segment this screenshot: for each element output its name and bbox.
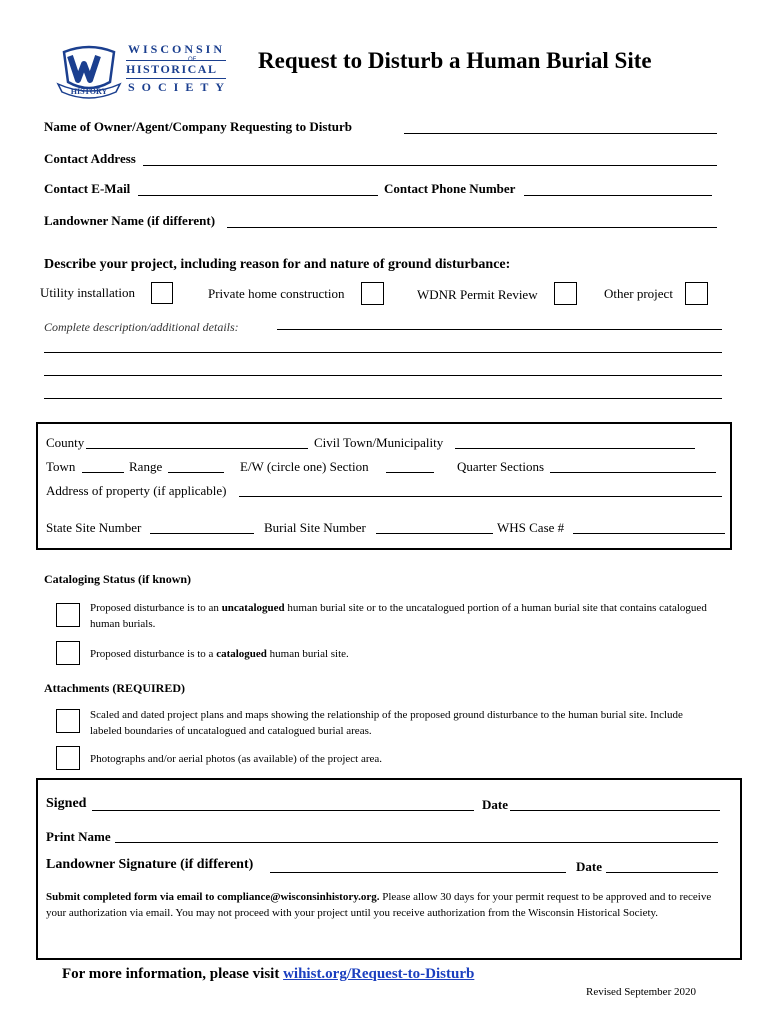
property-address-field[interactable] [239,496,722,497]
landowner-signature-field[interactable] [270,872,566,873]
signed-label: Signed [46,796,87,811]
uncatalogued-checkbox[interactable] [56,603,80,627]
uncatalogued-text-post: human burial site or to the uncatalogued portion of a human burial site that contains catalogued human burials. [90,602,707,630]
option-wdnr-label: WDNR Permit Review [417,287,538,302]
landowner-signature-label: Landowner Signature (if different) [46,857,254,872]
footer-info [62,966,474,983]
owner-label: Name of Owner/Agent/Company Requesting to Disturb [44,119,353,134]
burial-site-field[interactable] [376,533,493,534]
option-wdnr-checkbox[interactable] [554,282,577,305]
date2-label: Date [576,859,602,874]
catalogued-text-bold: catalogued [216,648,267,660]
option-other-checkbox[interactable] [685,282,708,305]
logo-emblem-icon [56,42,122,100]
attachments-heading: Attachments (REQUIRED) [44,681,185,695]
date-label: Date [482,797,508,812]
email-field[interactable] [138,195,378,196]
footer-info-text: For more information, please visit [62,966,284,982]
details-label: Complete description/additional details: [44,320,239,334]
address-field[interactable] [143,165,717,166]
phone-field[interactable] [524,195,712,196]
quarter-field[interactable] [550,472,716,473]
county-field[interactable] [86,448,308,449]
property-address-label: Address of property (if applicable) [46,483,227,498]
section-field[interactable] [386,472,434,473]
date2-field[interactable] [606,872,718,873]
uncatalogued-text [90,600,710,632]
county-label: County [46,435,85,450]
date-field[interactable] [510,810,720,811]
logo-badge-text: HISTORY [70,87,108,96]
photos-checkbox[interactable] [56,746,80,770]
town-field[interactable] [82,472,124,473]
town-label: Town [46,459,76,474]
state-site-field[interactable] [150,533,254,534]
uncatalogued-text-pre: Proposed disturbance is to an [90,602,222,614]
landowner-field[interactable] [227,227,717,228]
state-site-label: State Site Number [46,520,142,535]
revised-date: Revised September 2020 [586,986,696,998]
catalogued-text [90,648,349,660]
option-utility-label: Utility installation [40,285,135,300]
catalogued-text-post: human burial site. [266,648,349,660]
range-field[interactable] [168,472,224,473]
option-private-home-checkbox[interactable] [361,282,384,305]
logo-of: OF [188,57,197,63]
email-label: Contact E-Mail [44,181,131,196]
wisconsin-historical-society-logo [52,40,232,100]
logo-wisconsin: WISCONSIN [128,42,226,56]
details-line-4[interactable] [44,398,722,399]
details-line-2[interactable] [44,352,722,353]
details-line-3[interactable] [44,375,722,376]
owner-field[interactable] [404,133,717,134]
catalogued-text-pre: Proposed disturbance is to a [90,648,217,660]
catalogued-checkbox[interactable] [56,641,80,665]
submit-instructions-rest: Please allow 30 days for your permit request to be approved and to receive your authorization via email. You may not proceed with your project until you receive authorization from the Wisconsin Historical Society. [46,891,712,919]
option-utility-checkbox[interactable] [151,282,173,304]
page-title: Request to Disturb a Human Burial Site [258,48,652,73]
quarter-label: Quarter Sections [457,459,545,474]
civil-town-label: Civil Town/Municipality [314,435,444,450]
logo-historical: HISTORICAL [126,62,218,76]
submit-instructions [46,889,726,921]
details-line-1[interactable] [277,329,722,330]
option-other-label: Other project [604,286,673,301]
whs-case-label: WHS Case # [497,520,565,535]
cataloging-heading: Cataloging Status (if known) [44,572,192,586]
submit-instructions-bold: Submit completed form via email to compliance@wisconsinhistory.org. [46,891,380,903]
footer-link[interactable]: wihist.org/Request-to-Disturb [283,966,475,982]
ew-section-label: E/W (circle one) Section [240,459,369,474]
project-heading: Describe your project, including reason for and nature of ground disturbance: [44,257,511,272]
print-name-field[interactable] [115,842,718,843]
plans-checkbox[interactable] [56,709,80,733]
civil-town-field[interactable] [455,448,695,449]
print-name-label: Print Name [46,829,111,844]
logo-society: SOCIETY [128,80,232,94]
landowner-label: Landowner Name (if different) [44,213,216,228]
uncatalogued-text-bold: uncatalogued [221,602,285,614]
burial-site-label: Burial Site Number [264,520,366,535]
address-label: Contact Address [44,151,136,166]
whs-case-field[interactable] [573,533,725,534]
range-label: Range [129,459,163,474]
option-private-home-label: Private home construction [208,286,345,301]
signed-field[interactable] [92,810,474,811]
photos-text: Photographs and/or aerial photos (as available) of the project area. [90,753,382,765]
phone-label: Contact Phone Number [384,181,516,196]
plans-text: Scaled and dated project plans and maps showing the relationship of the proposed ground disturbance to the human burial site. Include labeled boundaries of uncatalogued and catalogued burial areas. [90,709,683,737]
